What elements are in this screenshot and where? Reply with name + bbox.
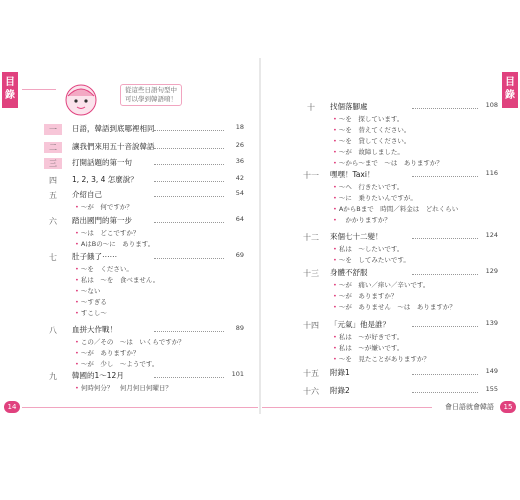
intro-note-line-2: 可以學到韓語唷！ <box>125 95 177 103</box>
chapter-title: 血拼大作戰！ <box>72 325 117 334</box>
chapter-page-number: 129 <box>485 267 498 275</box>
chapter-title: 踏出國門的第一步 <box>72 216 132 225</box>
mascot-icon <box>60 80 102 118</box>
chapter-pattern <box>333 343 403 352</box>
bullet-icon: • <box>333 292 337 300</box>
pattern-text: ～が ありますか？ <box>80 349 140 357</box>
chapter-number: 十五 <box>303 369 319 378</box>
leader-dots <box>154 148 224 149</box>
bullet-icon: • <box>333 256 337 264</box>
intro-note <box>120 84 182 106</box>
pattern-text: ～を ください。 <box>80 265 133 273</box>
bullet-icon: • <box>333 281 337 289</box>
pattern-text: ～すぎる <box>80 298 107 306</box>
chapter-pattern <box>75 337 185 346</box>
chapter-pattern <box>333 291 397 300</box>
chapter-pattern <box>75 359 158 368</box>
chapter-number: 一 <box>44 124 62 135</box>
pattern-text: ～を 替えてください。 <box>338 126 411 134</box>
chapter-pattern <box>333 255 410 264</box>
leader-dots <box>154 222 224 223</box>
chapter-page-number: 69 <box>235 251 244 259</box>
bullet-icon: • <box>75 265 79 273</box>
leader-dots <box>154 130 224 131</box>
chapter-pattern <box>333 215 391 224</box>
chapter-number: 十 <box>307 103 315 112</box>
pattern-text: すこし～ <box>80 309 107 317</box>
leader-dots <box>412 176 478 177</box>
pattern-text: ～が 何ですか？ <box>80 203 133 211</box>
pattern-text: ～から～まで ～は ありますか？ <box>338 159 443 167</box>
pattern-text: ～を 見たことがありますか？ <box>338 355 430 363</box>
chapter-pattern <box>333 354 430 363</box>
pattern-text: この／その ～は いくらですか？ <box>80 338 185 346</box>
bullet-icon: • <box>75 229 79 237</box>
pattern-text: ～が 少し ～ようです。 <box>80 360 159 368</box>
chapter-number: 八 <box>49 326 57 335</box>
chapter-title: 讓我們來用五十音說韓語 <box>72 142 155 151</box>
pattern-text: 私は ～が好きです。 <box>338 333 404 341</box>
chapter-pattern <box>333 136 410 145</box>
chapter-title: 打開話題的第一句 <box>72 158 132 167</box>
left-page-number: 14 <box>4 401 20 413</box>
pattern-text: ～へ 行きたいです。 <box>338 183 404 191</box>
pattern-text: かかりますか？ <box>338 216 391 224</box>
chapter-pattern <box>75 264 133 273</box>
chapter-pattern <box>333 182 403 191</box>
bullet-icon: • <box>75 384 79 392</box>
chapter-pattern <box>75 275 159 284</box>
chapter-pattern <box>333 158 443 167</box>
chapter-pattern <box>75 383 172 392</box>
bullet-icon: • <box>75 360 79 368</box>
chapter-page-number: 36 <box>235 157 244 165</box>
chapter-number: 二 <box>44 142 62 153</box>
bullet-icon: • <box>75 240 79 248</box>
chapter-number: 十四 <box>303 321 319 330</box>
chapter-pattern <box>333 332 403 341</box>
chapter-pattern <box>333 204 458 213</box>
bullet-icon: • <box>333 245 337 253</box>
leader-dots <box>412 108 478 109</box>
chapter-pattern <box>333 244 403 253</box>
leader-dots <box>412 274 478 275</box>
chapter-pattern <box>75 202 133 211</box>
chapter-page-number: 18 <box>235 123 244 131</box>
chapter-page-number: 116 <box>485 169 498 177</box>
leader-dots <box>412 326 478 327</box>
chapter-number: 十三 <box>303 269 319 278</box>
book-spine <box>259 58 261 414</box>
chapter-pattern <box>333 114 403 123</box>
chapter-title: 韓國的1～12月 <box>72 371 124 380</box>
toc-tab-left: 目錄 <box>2 72 18 108</box>
bullet-icon: • <box>333 344 337 352</box>
pattern-text: ～が 痛い／痒い／辛いです。 <box>338 281 430 289</box>
header-rule-left <box>22 89 56 90</box>
bullet-icon: • <box>333 183 337 191</box>
chapter-page-number: 108 <box>485 101 498 109</box>
footer-rule-left <box>22 407 258 408</box>
leader-dots <box>154 196 224 197</box>
chapter-title: 日語，韓語到底哪裡相同 <box>72 124 155 133</box>
chapter-page-number: 149 <box>485 367 498 375</box>
leader-dots <box>154 258 224 259</box>
chapter-page-number: 26 <box>235 141 244 149</box>
leader-dots <box>154 331 224 332</box>
chapter-title: 介紹自己 <box>72 190 102 199</box>
leader-dots <box>154 377 224 378</box>
bullet-icon: • <box>75 309 79 317</box>
pattern-text: ～ない <box>80 287 101 295</box>
chapter-pattern <box>333 193 417 202</box>
pattern-text: ～が 故障しました。 <box>338 148 404 156</box>
chapter-title: 1, 2, 3, 4 怎麼說？ <box>72 175 138 184</box>
chapter-page-number: 139 <box>485 319 498 327</box>
pattern-text: AからBまで 時間／料金は どれくらい <box>338 205 459 213</box>
bullet-icon: • <box>333 194 337 202</box>
chapter-page-number: 42 <box>235 174 244 182</box>
leader-dots <box>412 392 478 393</box>
bullet-icon: • <box>75 203 79 211</box>
bullet-icon: • <box>333 159 337 167</box>
chapter-number: 七 <box>49 253 57 262</box>
bullet-icon: • <box>333 115 337 123</box>
chapter-title: 附錄1 <box>330 368 350 377</box>
bullet-icon: • <box>333 333 337 341</box>
pattern-text: ～が ありますか？ <box>338 292 398 300</box>
pattern-text: ～は どこですか？ <box>80 229 140 237</box>
leader-dots <box>412 238 478 239</box>
chapter-page-number: 155 <box>485 385 498 393</box>
chapter-pattern <box>75 286 100 295</box>
chapter-pattern <box>75 228 139 237</box>
bullet-icon: • <box>333 148 337 156</box>
chapter-title: 身體不舒服 <box>330 268 368 277</box>
chapter-page-number: 54 <box>235 189 244 197</box>
pattern-text: ～を してみたいです。 <box>338 256 410 264</box>
pattern-text: 私は ～したいです。 <box>338 245 404 253</box>
pattern-text: ～を 探しています。 <box>338 115 404 123</box>
leader-dots <box>154 181 224 182</box>
chapter-title: 肚子餓了⋯⋯ <box>72 252 117 261</box>
chapter-title: 來個七十二變！ <box>330 232 383 241</box>
chapter-pattern <box>333 125 410 134</box>
chapter-page-number: 64 <box>235 215 244 223</box>
leader-dots <box>412 374 478 375</box>
chapter-pattern <box>333 147 404 156</box>
chapter-pattern <box>75 297 107 306</box>
bullet-icon: • <box>333 205 337 213</box>
footer-rule-right <box>262 407 432 408</box>
pattern-text: 私は ～が嫌いです。 <box>338 344 404 352</box>
chapter-number: 十二 <box>303 233 319 242</box>
chapter-number: 三 <box>44 158 62 169</box>
bullet-icon: • <box>75 276 79 284</box>
chapter-title: 附錄2 <box>330 386 350 395</box>
chapter-title: 「元氣」他是誰？ <box>330 320 390 329</box>
pattern-text: ～が ありません ～は ありますか？ <box>338 303 456 311</box>
chapter-number: 十一 <box>303 171 319 180</box>
pattern-text: 私は ～を 食べません。 <box>80 276 160 284</box>
chapter-pattern <box>75 308 107 317</box>
footer-book-title: 會日語就會韓語 <box>445 403 494 411</box>
chapter-pattern <box>75 239 154 248</box>
pattern-text: AはBの～に あります。 <box>80 240 155 248</box>
chapter-number: 四 <box>49 176 57 185</box>
bullet-icon: • <box>75 287 79 295</box>
chapter-page-number: 124 <box>485 231 498 239</box>
chapter-number: 六 <box>49 217 57 226</box>
intro-note-line-1: 從這些日語句型中 <box>125 86 177 94</box>
pattern-text: ～を 貸してください。 <box>338 137 411 145</box>
chapter-pattern <box>333 302 456 311</box>
bullet-icon: • <box>333 137 337 145</box>
chapter-pattern <box>75 348 139 357</box>
pattern-text: 何時何分？ 何月何日何曜日？ <box>80 384 172 392</box>
leader-dots <box>154 164 224 165</box>
right-page-number: 15 <box>500 401 516 413</box>
pattern-text: ～に 乗りたいんですが。 <box>338 194 417 202</box>
bullet-icon: • <box>333 216 337 224</box>
chapter-title: 嘿嘿！Taxi！ <box>330 170 375 179</box>
bullet-icon: • <box>333 355 337 363</box>
bullet-icon: • <box>75 349 79 357</box>
chapter-number: 十六 <box>303 387 319 396</box>
chapter-number: 九 <box>49 372 57 381</box>
chapter-title: 找個落腳處 <box>330 102 368 111</box>
bullet-icon: • <box>75 298 79 306</box>
chapter-page-number: 89 <box>235 324 244 332</box>
bullet-icon: • <box>333 303 337 311</box>
bullet-icon: • <box>75 338 79 346</box>
chapter-pattern <box>333 280 429 289</box>
toc-tab-right: 目錄 <box>502 72 518 108</box>
chapter-page-number: 101 <box>231 370 244 378</box>
bullet-icon: • <box>333 126 337 134</box>
chapter-number: 五 <box>49 191 57 200</box>
